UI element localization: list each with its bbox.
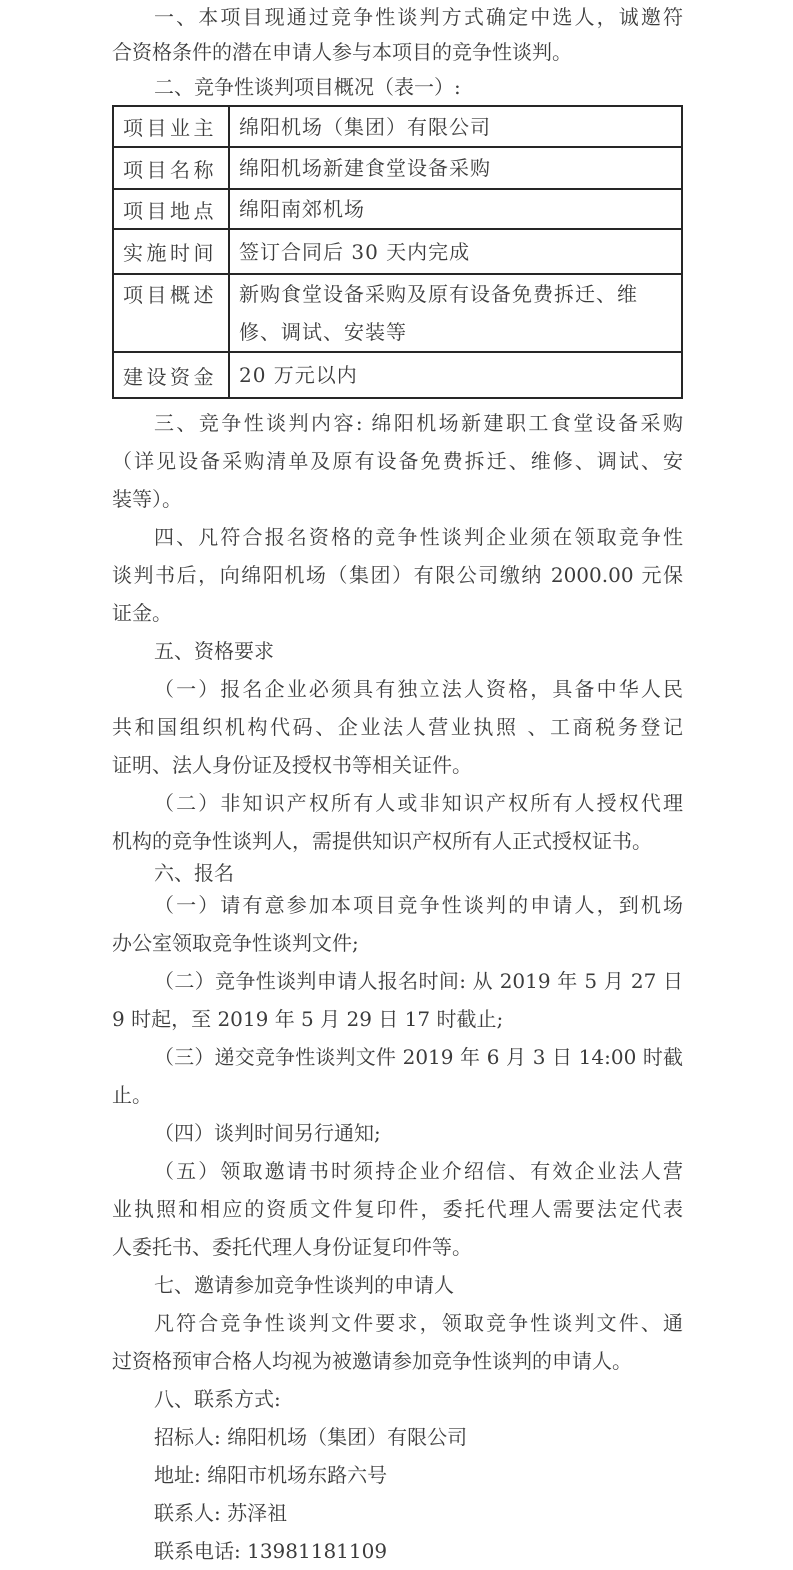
table-row xyxy=(113,147,682,189)
table-row xyxy=(113,189,682,229)
para-section-5-item-2 xyxy=(112,784,683,860)
text-line: 合资格条件的潜在申请人参与本项目的竞争性谈判。 xyxy=(112,40,572,64)
text-line: （三）递交竞争性谈判文件 2019 年 6 月 3 日 14:00 时截 xyxy=(154,1045,683,1069)
text-line: （一）请有意参加本项目竞争性谈判的申请人，到机场 xyxy=(154,893,683,917)
table-value-cell: 20 万元以内 xyxy=(229,352,682,398)
text-line: （二）竞争性谈判申请人报名时间: 从 2019 年 5 月 27 日 xyxy=(154,969,683,993)
text-line: 四、凡符合报名资格的竞争性谈判企业须在领取竞争性 xyxy=(154,525,683,549)
table-label-cell: 项目概述 xyxy=(113,274,229,352)
text-line: 9 时起，至 2019 年 5 月 29 日 17 时截止; xyxy=(112,1007,504,1031)
text-line: 八、联系方式: xyxy=(154,1387,281,1411)
para-section-6-item-2 xyxy=(112,962,683,1038)
table-row xyxy=(113,274,682,352)
para-section-6-item-3 xyxy=(112,1038,683,1114)
text-line: 业执照和相应的资质文件复印件，委托代理人需要法定代表 xyxy=(112,1197,683,1221)
para-section-6-item-4 xyxy=(112,1114,683,1152)
contact-phone-line xyxy=(112,1532,683,1570)
text-line: 证金。 xyxy=(112,601,172,625)
text-line: 一、本项目现通过竞争性谈判方式确定中选人，诚邀符 xyxy=(154,5,683,29)
text-line: 办公室领取竞争性谈判文件; xyxy=(112,931,359,955)
text-line: 联系电话: 13981181109 xyxy=(154,1539,388,1563)
para-section-6-heading xyxy=(112,860,683,886)
text-line: 机构的竞争性谈判人，需提供知识产权所有人正式授权证书。 xyxy=(112,829,652,853)
text-line: 三、竞争性谈判内容: 绵阳机场新建职工食堂设备采购 xyxy=(154,411,683,435)
para-section-7-body xyxy=(112,1304,683,1380)
table-value-cell: 绵阳机场（集团）有限公司 xyxy=(229,106,682,147)
contact-tenderer-line xyxy=(112,1418,683,1456)
para-section-5-item-1 xyxy=(112,670,683,784)
intro-block xyxy=(112,0,683,105)
table-row xyxy=(113,229,682,274)
table-value-cell: 新购食堂设备采购及原有设备免费拆迁、维修、调试、安装等 xyxy=(229,274,682,352)
text-line: 六、报名 xyxy=(154,861,234,885)
table-label-cell: 项目名称 xyxy=(113,147,229,189)
text-line: 五、资格要求 xyxy=(154,639,274,663)
table-label-cell: 建设资金 xyxy=(113,352,229,398)
main-text-block xyxy=(112,404,683,1570)
text-line: 七、邀请参加竞争性谈判的申请人 xyxy=(154,1273,454,1297)
table-label-cell: 项目地点 xyxy=(113,189,229,229)
para-section-7-heading xyxy=(112,1266,683,1304)
project-overview-table xyxy=(112,105,683,399)
contact-address-line xyxy=(112,1456,683,1494)
text-line: （详见设备采购清单及原有设备免费拆迁、维修、调试、安 xyxy=(112,449,683,473)
text-line: 装等）。 xyxy=(112,487,182,511)
text-line: 止。 xyxy=(112,1083,152,1107)
table-row xyxy=(113,106,682,147)
text-line: 凡符合竞争性谈判文件要求，领取竞争性谈判文件、通 xyxy=(154,1311,683,1335)
table-row xyxy=(113,352,682,398)
para-section-6-item-5 xyxy=(112,1152,683,1266)
para-section-5-heading xyxy=(112,632,683,670)
text-line: 招标人: 绵阳机场（集团）有限公司 xyxy=(154,1425,468,1449)
text-line: 二、竞争性谈判项目概况（表一）: xyxy=(154,75,461,99)
para-section-4 xyxy=(112,518,683,632)
text-line: 过资格预审合格人均视为被邀请参加竞争性谈判的申请人。 xyxy=(112,1349,632,1373)
contact-person-line xyxy=(112,1494,683,1532)
text-line: （五）领取邀请书时须持企业介绍信、有效企业法人营 xyxy=(154,1159,683,1183)
text-line: 证明、法人身份证及授权书等相关证件。 xyxy=(112,753,472,777)
para-section-8-heading xyxy=(112,1380,683,1418)
text-line: 联系人: 苏泽祖 xyxy=(154,1501,288,1525)
para-section-1 xyxy=(112,0,683,70)
table-label-cell: 项目业主 xyxy=(113,106,229,147)
text-line: （一）报名企业必须具有独立法人资格，具备中华人民 xyxy=(154,677,683,701)
text-line: （二）非知识产权所有人或非知识产权所有人授权代理 xyxy=(154,791,683,815)
table-value-cell: 绵阳机场新建食堂设备采购 xyxy=(229,147,682,189)
text-line: 共和国组织机构代码、企业法人营业执照 、工商税务登记 xyxy=(112,715,683,739)
table-value-cell: 绵阳南郊机场 xyxy=(229,189,682,229)
para-section-6-item-1 xyxy=(112,886,683,962)
text-line: 人委托书、委托代理人身份证复印件等。 xyxy=(112,1235,472,1259)
para-section-3 xyxy=(112,404,683,518)
text-line: 谈判书后，向绵阳机场（集团）有限公司缴纳 2000.00 元保 xyxy=(112,563,683,587)
text-line: （四）谈判时间另行通知; xyxy=(154,1121,381,1145)
table-label-cell: 实施时间 xyxy=(113,229,229,274)
table-value-cell: 签订合同后 30 天内完成 xyxy=(229,229,682,274)
para-section-2-heading xyxy=(112,70,683,105)
document-body xyxy=(112,0,683,1570)
text-line: 地址: 绵阳市机场东路六号 xyxy=(154,1463,388,1487)
